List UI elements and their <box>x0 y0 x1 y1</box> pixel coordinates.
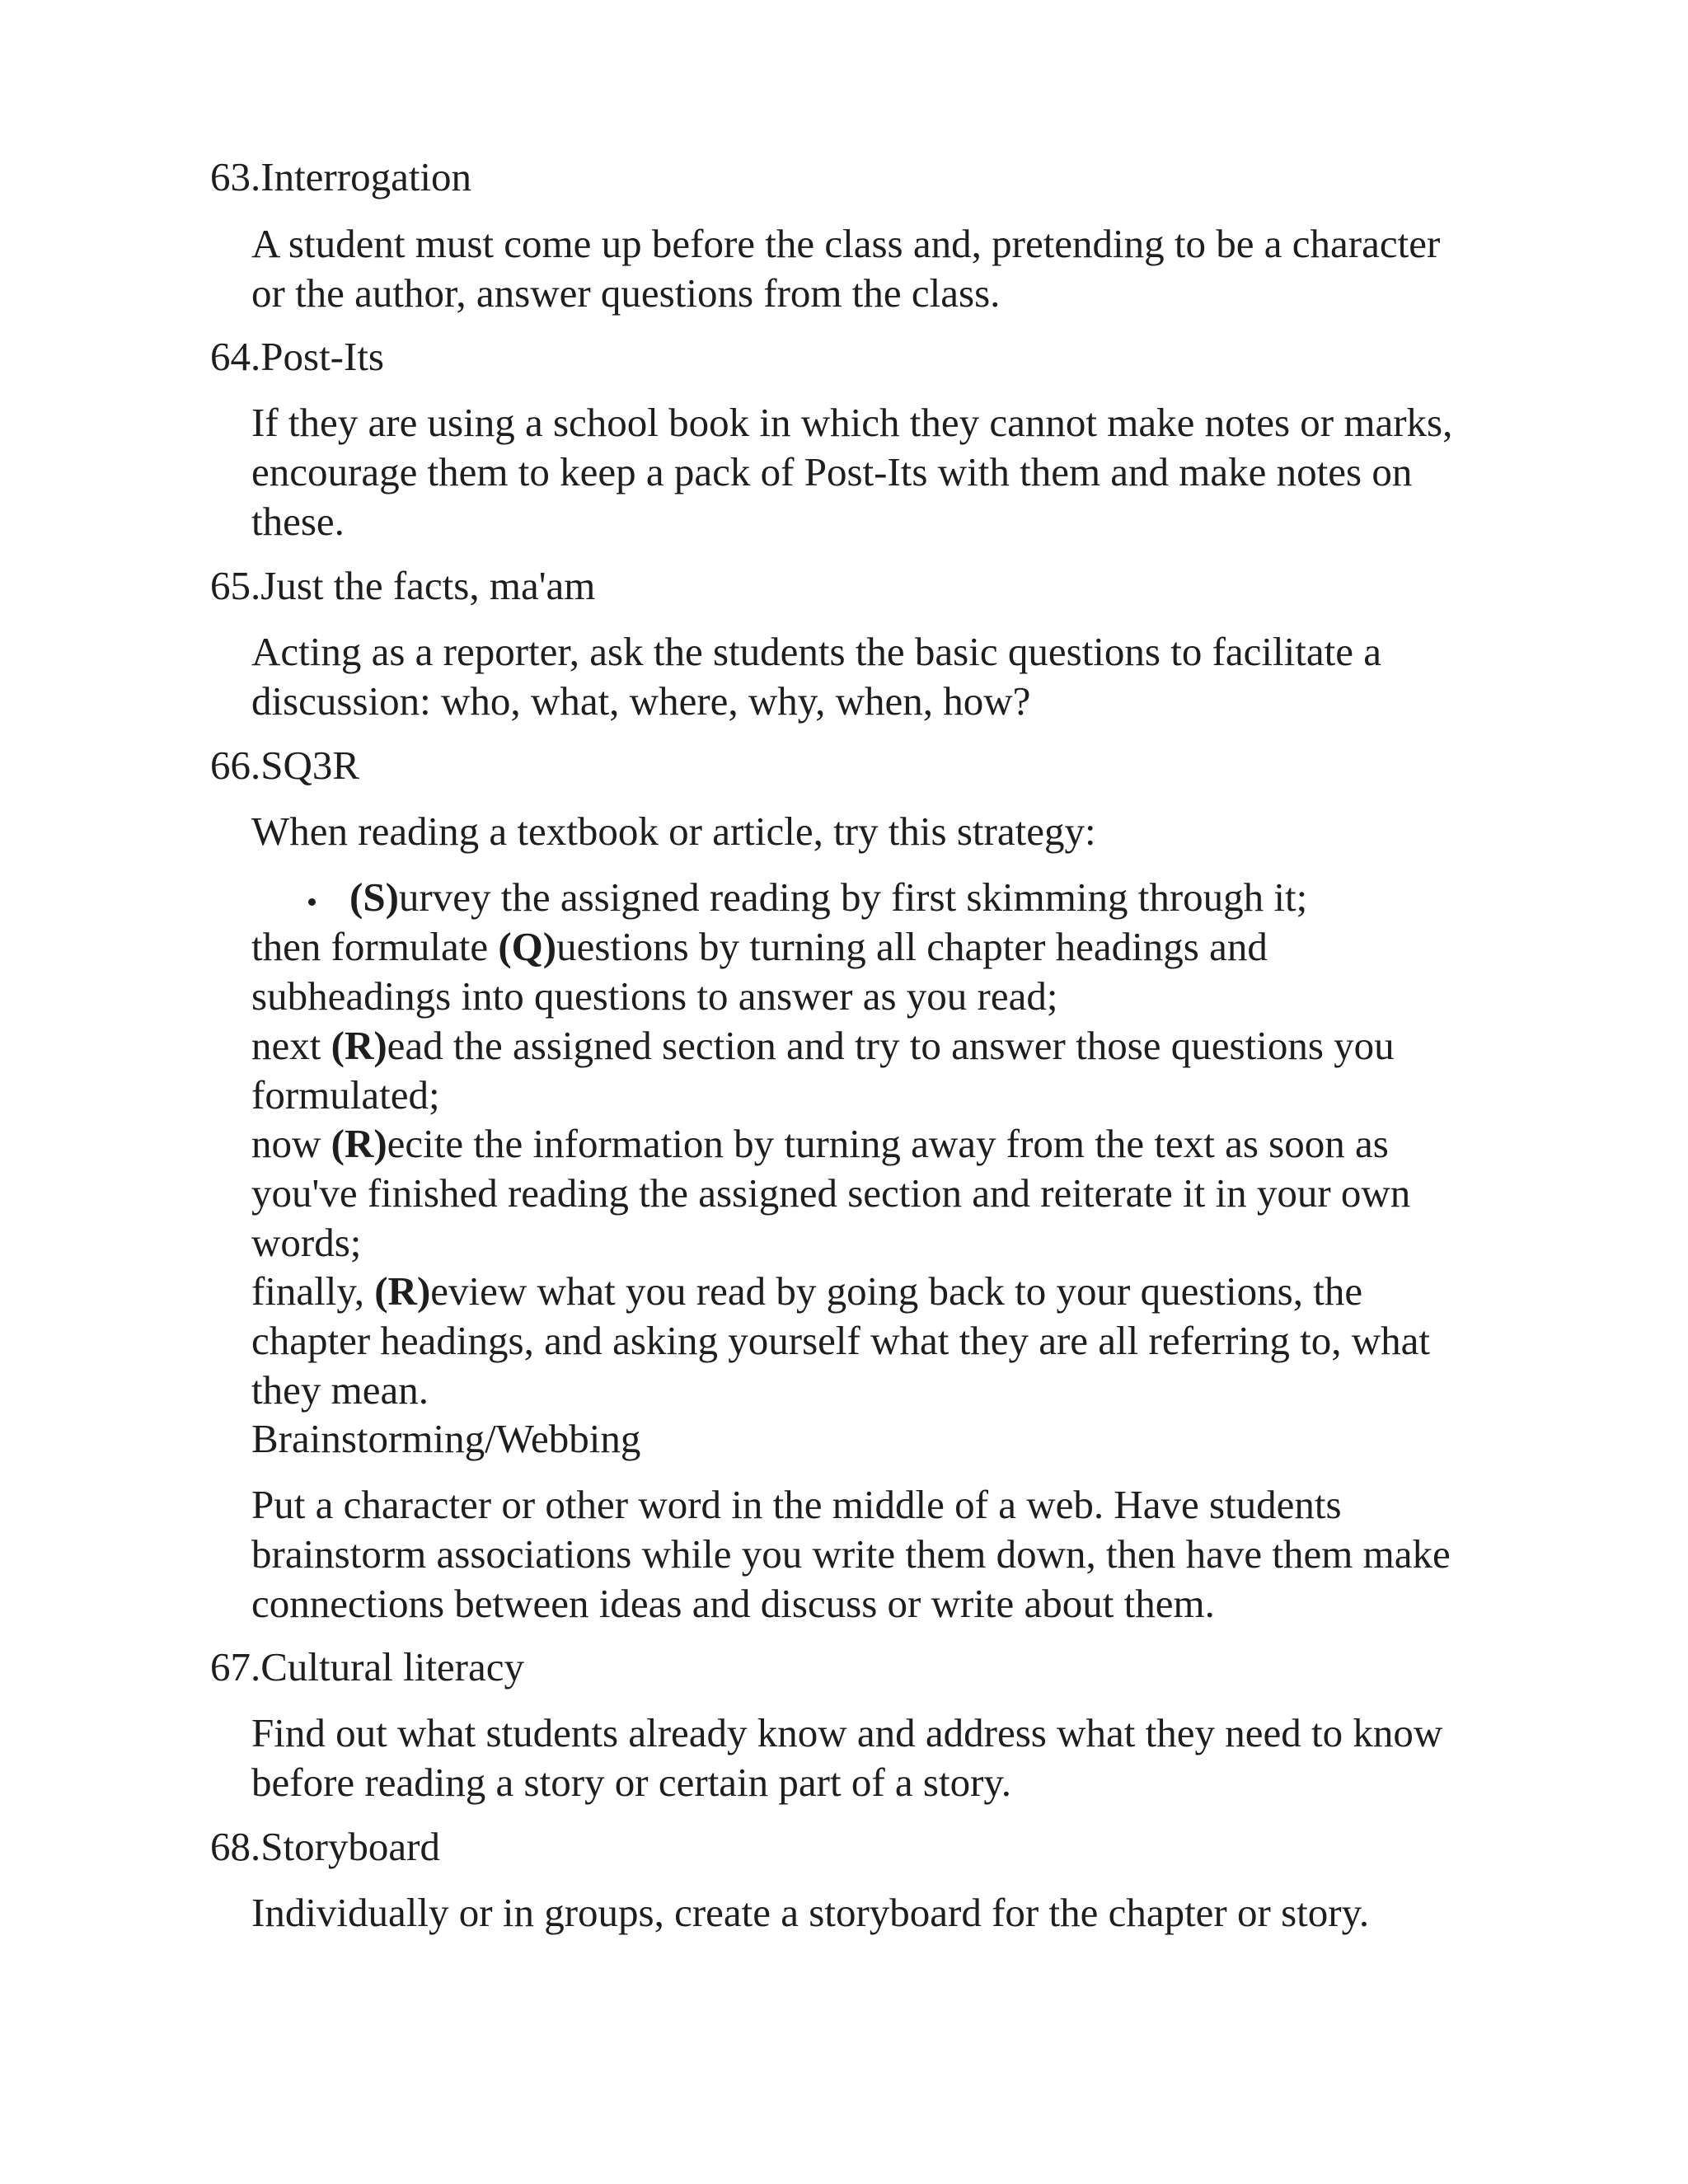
section-number: 63. <box>210 154 261 199</box>
section-64-heading <box>210 332 384 382</box>
step-lead: next <box>251 1023 331 1068</box>
body-line: connections between ideas and discuss or write about them. <box>251 1581 1215 1626</box>
step-text: uestions by turning all chapter headings and <box>556 924 1268 969</box>
section-title: Cultural literacy <box>260 1644 524 1690</box>
step-continuation: chapter headings, and asking yourself what they are all referring to, what <box>251 1318 1430 1363</box>
section-63-heading <box>210 152 471 202</box>
section-number: 68. <box>210 1824 261 1869</box>
step-continuation: formulated; <box>251 1072 440 1118</box>
step-key: (R) <box>331 1121 387 1166</box>
step-key: (R) <box>331 1023 387 1068</box>
step-continuation: subheadings into questions to answer as you read; <box>251 973 1058 1019</box>
step-lead: then formulate <box>251 924 499 969</box>
step-text: urvey the assigned reading by first skimming through it; <box>398 874 1308 920</box>
step-continuation: you've finished reading the assigned section and reiterate it in your own <box>251 1170 1411 1216</box>
body-line: or the author, answer questions from the class. <box>251 270 1001 316</box>
step-text: ecite the information by turning away from the text as soon as <box>387 1121 1389 1166</box>
section-number: 65. <box>210 563 261 608</box>
body-line: When reading a textbook or article, try this strategy: <box>251 808 1096 854</box>
section-number: 66. <box>210 743 261 788</box>
body-line: If they are using a school book in which they cannot make notes or marks, <box>251 400 1453 445</box>
section-65-heading <box>210 561 595 611</box>
bullet-item <box>349 873 1307 922</box>
body-line: A student must come up before the class and, pretending to be a character <box>251 221 1441 266</box>
body-line: Individually or in groups, create a storyboard for the chapter or story. <box>251 1890 1370 1935</box>
step-key: (S) <box>349 874 399 920</box>
step-continuation: they mean. <box>251 1367 429 1413</box>
step-continuation: words; <box>251 1220 362 1265</box>
section-66-heading <box>210 741 359 790</box>
step-lead: finally, <box>251 1268 375 1314</box>
section-number: 67. <box>210 1644 261 1690</box>
section-title: Post-Its <box>260 334 385 379</box>
body-line: brainstorm associations while you write them down, then have them make <box>251 1531 1451 1577</box>
step-line <box>251 1119 1389 1169</box>
section-title: SQ3R <box>260 743 360 788</box>
section-67-heading <box>210 1643 524 1692</box>
body-line: discussion: who, what, where, why, when, how? <box>251 678 1031 724</box>
step-lead: now <box>251 1121 331 1166</box>
step-line <box>251 1267 1362 1316</box>
step-text: eview what you read by going back to your questions, the <box>430 1268 1363 1314</box>
step-key: (Q) <box>498 924 557 969</box>
body-line: before reading a story or certain part of a story. <box>251 1760 1011 1805</box>
section-title: Interrogation <box>260 154 472 199</box>
body-line: Find out what students already know and address what they need to know <box>251 1710 1443 1755</box>
section-68-heading <box>210 1822 440 1872</box>
body-line: encourage them to keep a pack of Post-Its with them and make notes on <box>251 449 1413 494</box>
body-line: these. <box>251 499 345 544</box>
step-text: ead the assigned section and try to answer those questions you <box>387 1023 1395 1068</box>
step-key: (R) <box>374 1268 431 1314</box>
body-line: Acting as a reporter, ask the students the basic questions to facilitate a <box>251 629 1381 674</box>
step-line <box>251 922 1268 972</box>
step-line <box>251 1021 1395 1071</box>
section-number: 64. <box>210 334 261 379</box>
bullet-icon <box>308 898 316 906</box>
section-title: Storyboard <box>260 1824 440 1869</box>
subsection-title: Brainstorming/Webbing <box>251 1416 641 1461</box>
body-line: Put a character or other word in the middle of a web. Have students <box>251 1482 1342 1527</box>
section-title: Just the facts, ma'am <box>260 563 596 608</box>
